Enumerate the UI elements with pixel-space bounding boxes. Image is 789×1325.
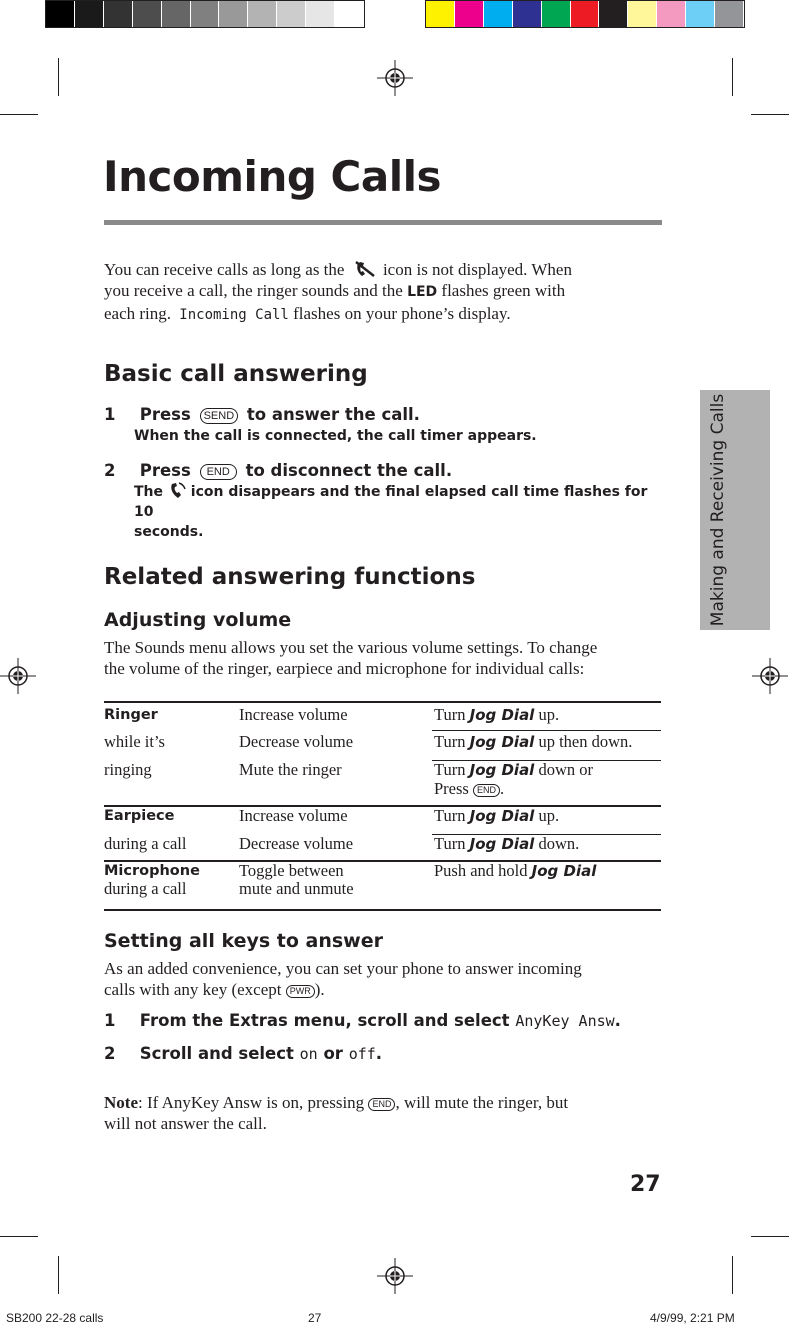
- table-cell: [434, 861, 596, 881]
- section-heading-basic: Basic call answering: [104, 361, 368, 387]
- display-text-incoming-call: Incoming Call: [179, 307, 289, 323]
- cell-text: Push and hold: [434, 861, 528, 880]
- display-text-anykey-answ: AnyKey Answ: [515, 1012, 615, 1030]
- cell-text: Turn: [434, 806, 466, 825]
- cell-text: up then down.: [538, 732, 633, 751]
- color-swatch: [335, 1, 364, 27]
- note-text: will not answer the call.: [104, 1114, 267, 1133]
- row-label-microphone: Microphone: [104, 863, 200, 879]
- cell-text: up.: [538, 806, 560, 825]
- display-text-on: on: [299, 1045, 318, 1063]
- table-rule: [104, 909, 661, 911]
- jog-dial-label: Jog Dial: [469, 706, 535, 724]
- any-key-step-2: [104, 1044, 664, 1063]
- registration-mark-icon: [752, 658, 788, 694]
- step-number: 1: [104, 1011, 116, 1030]
- color-swatch: [599, 1, 628, 27]
- note-text: , will mute the ringer, but: [395, 1093, 569, 1112]
- color-swatch: [686, 1, 715, 27]
- crop-mark: [0, 1236, 38, 1237]
- grayscale-bar: [45, 0, 365, 28]
- color-swatch: [484, 1, 513, 27]
- send-key-icon: SEND: [200, 408, 239, 424]
- step-text: From the Extras menu, scroll and select: [139, 1011, 510, 1030]
- subheading-adjusting-volume: Adjusting volume: [104, 609, 292, 631]
- section-side-tab: [700, 390, 770, 630]
- note-text: : If AnyKey Answ is on, pressing: [137, 1093, 365, 1112]
- cell-text: down.: [538, 834, 580, 853]
- row-sublabel: while it’s: [104, 732, 165, 751]
- table-cell: [434, 834, 579, 854]
- paragraph-text: calls with any key (except: [104, 980, 282, 999]
- row-sublabel: during a call: [104, 834, 187, 853]
- intro-paragraph: [104, 259, 664, 326]
- crop-mark: [732, 58, 733, 96]
- cell-text: Turn: [434, 834, 466, 853]
- cell-text: up.: [538, 705, 560, 724]
- intro-text: flashes green with: [441, 281, 566, 300]
- step-detail: The: [134, 484, 164, 500]
- crop-mark: [751, 1236, 789, 1237]
- page-number: 27: [630, 1172, 661, 1197]
- registration-mark-icon: [377, 60, 413, 96]
- row-sublabel: during a call: [104, 879, 187, 898]
- jog-dial-label: Jog Dial: [469, 733, 535, 751]
- footer-filename: SB200 22-28 calls: [6, 1311, 104, 1325]
- footer-date: 4/9/99, 2:21 PM: [650, 1311, 735, 1325]
- display-text-off: off: [348, 1045, 376, 1063]
- intro-text: icon is not displayed. When: [382, 260, 572, 279]
- color-swatch: [426, 1, 455, 27]
- adjusting-volume-paragraph: [104, 637, 664, 679]
- any-key-step-1: [104, 1011, 664, 1030]
- paragraph-text: ).: [314, 980, 325, 999]
- table-cell: [434, 732, 632, 752]
- intro-text: each ring.: [104, 304, 172, 323]
- table-rule: [104, 701, 661, 703]
- color-swatch: [715, 1, 744, 27]
- cell-text: Turn: [434, 732, 466, 751]
- paragraph-line: As an added convenience, you can set your phone to answer incoming: [104, 959, 582, 978]
- cell-text: down or: [538, 760, 593, 779]
- step-detail: seconds.: [134, 524, 204, 540]
- color-swatch: [542, 1, 571, 27]
- side-tab-label: Making and Receiving Calls: [708, 393, 728, 627]
- title-rule: [104, 220, 662, 225]
- table-cell: Press END .: [434, 779, 505, 798]
- intro-text: You can receive calls as long as the: [104, 260, 345, 279]
- color-swatch: [571, 1, 600, 27]
- pwr-key-icon: PWR: [286, 985, 315, 998]
- color-swatch: [628, 1, 657, 27]
- color-swatch: [248, 1, 277, 27]
- jog-dial-label: Jog Dial: [469, 761, 535, 779]
- table-cell: Mute the ringer: [239, 760, 342, 779]
- table-rule: [104, 805, 661, 807]
- table-cell: Decrease volume: [239, 732, 354, 751]
- step-number: 2: [104, 1044, 116, 1063]
- step-text: to answer the call.: [246, 405, 420, 424]
- step-text: Press: [139, 405, 191, 424]
- footer-page: 27: [308, 1311, 322, 1325]
- step-2: [104, 461, 664, 542]
- end-key-icon: END: [473, 784, 500, 797]
- cell-text: Press: [434, 779, 469, 798]
- table-cell: [434, 705, 559, 725]
- row-label-ringer: Ringer: [104, 707, 158, 723]
- cell-text: Turn: [434, 705, 466, 724]
- note-paragraph: [104, 1092, 664, 1134]
- table-cell: Increase volume: [239, 806, 348, 825]
- crop-mark: [58, 58, 59, 96]
- subheading-any-key: Setting all keys to answer: [104, 930, 383, 952]
- color-swatch: [46, 1, 75, 27]
- no-service-phone-icon: [352, 260, 378, 278]
- section-heading-related: Related answering functions: [104, 564, 476, 590]
- end-key-icon: END: [200, 464, 237, 480]
- color-swatch: [104, 1, 133, 27]
- end-key-icon: END: [368, 1098, 395, 1111]
- jog-dial-label: Jog Dial: [469, 807, 535, 825]
- paragraph-line: The Sounds menu allows you set the various volume settings. To change: [104, 638, 598, 657]
- color-swatch: [455, 1, 484, 27]
- table-cell: Increase volume: [239, 705, 348, 724]
- in-call-phone-icon: [168, 482, 186, 500]
- step-detail: icon disappears and the final elapsed call time flashes for 10: [134, 484, 648, 520]
- any-key-paragraph: [104, 958, 664, 1000]
- color-swatch: [75, 1, 104, 27]
- intro-text: flashes on your phone’s display.: [293, 304, 511, 323]
- color-swatch: [306, 1, 335, 27]
- row-sublabel: ringing: [104, 760, 152, 779]
- step-number: 1: [104, 405, 116, 424]
- jog-dial-label: Jog Dial: [469, 835, 535, 853]
- registration-mark-icon: [377, 1258, 413, 1294]
- crop-mark: [0, 114, 38, 115]
- row-label-earpiece: Earpiece: [104, 808, 175, 824]
- table-rule: [432, 730, 661, 731]
- intro-text: you receive a call, the ringer sounds and the: [104, 281, 403, 300]
- step-text: or: [323, 1044, 343, 1063]
- color-swatch: [513, 1, 542, 27]
- crop-mark: [58, 1256, 59, 1294]
- step-1: [104, 405, 664, 446]
- table-cell: [434, 806, 559, 826]
- crop-mark: [732, 1256, 733, 1294]
- color-swatch: [191, 1, 220, 27]
- paragraph-line: the volume of the ringer, earpiece and microphone for individual calls:: [104, 659, 585, 678]
- cell-text: Turn: [434, 760, 466, 779]
- color-swatch: [219, 1, 248, 27]
- step-detail: When the call is connected, the call timer appears.: [134, 428, 537, 444]
- table-cell: [434, 760, 593, 780]
- crop-mark: [751, 114, 789, 115]
- registration-mark-icon: [0, 658, 36, 694]
- color-swatch: [162, 1, 191, 27]
- table-cell: Decrease volume: [239, 834, 354, 853]
- jog-dial-label: Jog Dial: [531, 862, 597, 880]
- step-text: .: [614, 1011, 621, 1030]
- step-text: to disconnect the call.: [245, 461, 453, 480]
- table-cell: mute and unmute: [239, 879, 354, 898]
- color-swatch: [277, 1, 306, 27]
- step-number: 2: [104, 461, 116, 480]
- page-title: Incoming Calls: [103, 152, 441, 201]
- led-label: LED: [407, 284, 438, 300]
- table-cell: Toggle between: [239, 861, 344, 880]
- step-text: Press: [139, 461, 191, 480]
- color-bar: [425, 0, 745, 28]
- color-swatch: [657, 1, 686, 27]
- color-swatch: [133, 1, 162, 27]
- note-label: Note: [104, 1093, 138, 1112]
- step-text: .: [375, 1044, 383, 1063]
- step-text: Scroll and select: [139, 1044, 294, 1063]
